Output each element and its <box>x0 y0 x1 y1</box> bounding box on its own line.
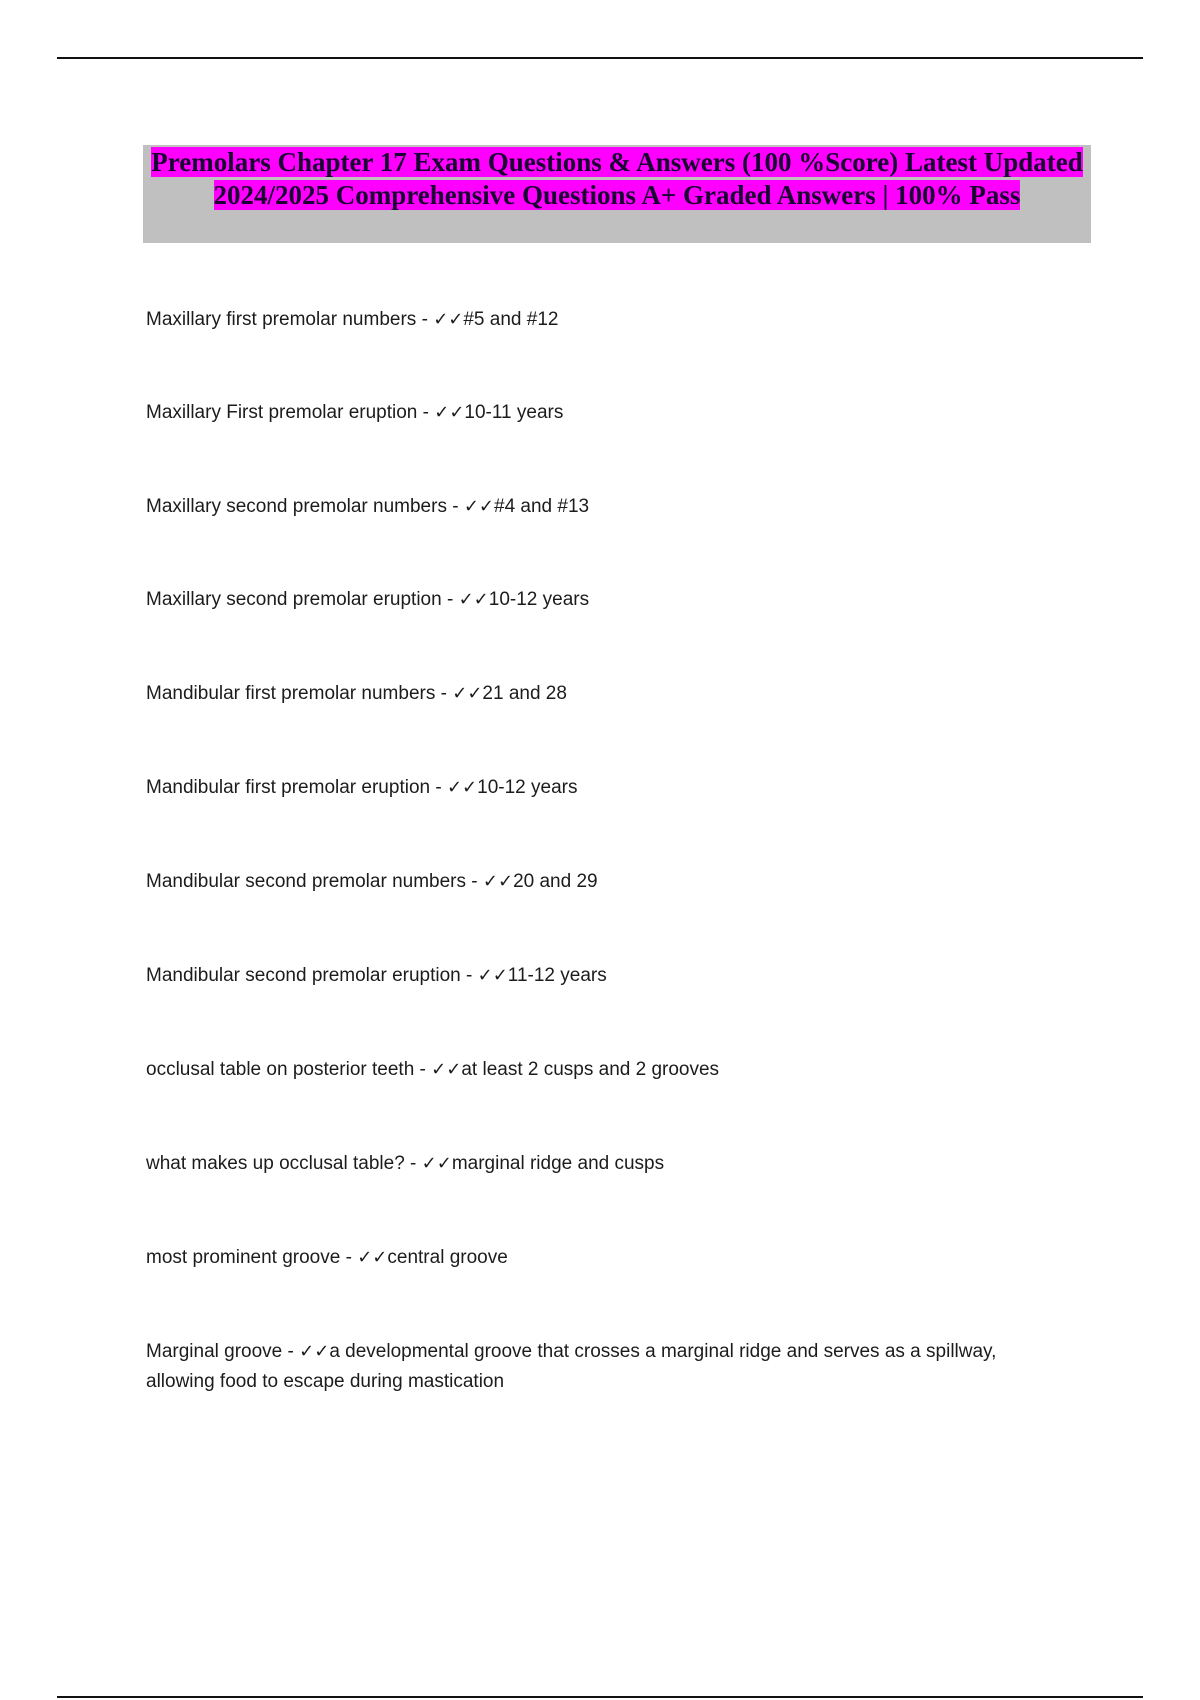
double-check-icon: ✓✓ <box>477 965 508 986</box>
qa-answer: at least 2 cusps and 2 grooves <box>461 1059 720 1080</box>
qa-separator: - <box>414 1059 432 1080</box>
qa-answer: 20 and 29 <box>513 871 598 892</box>
qa-separator: - <box>466 871 483 892</box>
qa-item <box>146 961 1066 991</box>
qa-item <box>146 492 1066 522</box>
qa-question: Mandibular first premolar eruption <box>146 777 431 798</box>
qa-question: Mandibular first premolar numbers <box>146 683 436 704</box>
bottom-rule <box>57 1696 1143 1698</box>
qa-item <box>146 585 1066 615</box>
double-check-icon: ✓✓ <box>299 1341 330 1362</box>
qa-question: Mandibular second premolar numbers <box>146 871 466 892</box>
qa-separator: - <box>441 589 459 610</box>
qa-answer: #5 and #12 <box>463 309 559 330</box>
qa-item <box>146 398 1066 428</box>
qa-separator: - <box>404 1153 422 1174</box>
qa-answer: a developmental groove that crosses a marginal ridge and serves as a spillway, allowing food to escape during mastication <box>146 1341 997 1392</box>
qa-item <box>146 867 1066 897</box>
qa-question: Marginal groove <box>146 1341 283 1362</box>
document-title: Premolars Chapter 17 Exam Questions & Answers (100 %Score) Latest Updated 2024/2025 Comprehensive Questions A+ Graded Answers | 100% Pass <box>151 147 1083 210</box>
qa-item <box>146 1337 1066 1397</box>
qa-answer: 21 and 28 <box>482 683 567 704</box>
qa-answer: 10-11 years <box>464 402 564 423</box>
qa-item <box>146 1243 1066 1273</box>
document-title-box <box>143 145 1091 243</box>
double-check-icon: ✓✓ <box>452 683 483 704</box>
double-check-icon: ✓✓ <box>421 1153 452 1174</box>
double-check-icon: ✓✓ <box>446 777 478 798</box>
qa-question: occlusal table on posterior teeth <box>146 1059 415 1080</box>
qa-question: Maxillary second premolar numbers <box>146 496 447 517</box>
top-rule <box>57 57 1143 59</box>
qa-item <box>146 305 1066 335</box>
qa-separator: - <box>430 777 447 798</box>
qa-question: Mandibular second premolar eruption <box>146 965 461 986</box>
qa-item <box>146 679 1066 709</box>
qa-question: what makes up occlusal table? <box>146 1153 405 1174</box>
qa-answer: 11-12 years <box>507 965 607 986</box>
double-check-icon: ✓✓ <box>433 309 464 330</box>
qa-answer: 10-12 years <box>477 777 578 798</box>
qa-answer: central groove <box>387 1247 508 1268</box>
qa-question: Maxillary first premolar numbers <box>146 309 417 330</box>
qa-question: Maxillary First premolar eruption <box>146 402 418 423</box>
double-check-icon: ✓✓ <box>431 1059 462 1080</box>
qa-question: Maxillary second premolar eruption <box>146 589 442 610</box>
qa-item <box>146 773 1066 803</box>
qa-separator: - <box>416 309 434 330</box>
qa-separator: - <box>460 965 478 986</box>
qa-item <box>146 1055 1066 1085</box>
qa-answer: 10-12 years <box>488 589 590 610</box>
double-check-icon: ✓✓ <box>458 589 489 610</box>
double-check-icon: ✓✓ <box>434 402 465 423</box>
qa-question: most prominent groove <box>146 1247 341 1268</box>
double-check-icon: ✓✓ <box>357 1247 388 1268</box>
qa-separator: - <box>417 402 435 423</box>
qa-answer: marginal ridge and cusps <box>451 1153 665 1174</box>
qa-separator: - <box>340 1247 358 1268</box>
double-check-icon: ✓✓ <box>463 496 495 517</box>
qa-item <box>146 1149 1066 1179</box>
qa-separator: - <box>446 496 464 517</box>
qa-separator: - <box>282 1341 300 1362</box>
double-check-icon: ✓✓ <box>482 871 514 892</box>
qa-answer: #4 and #13 <box>494 496 590 517</box>
qa-separator: - <box>435 683 453 704</box>
